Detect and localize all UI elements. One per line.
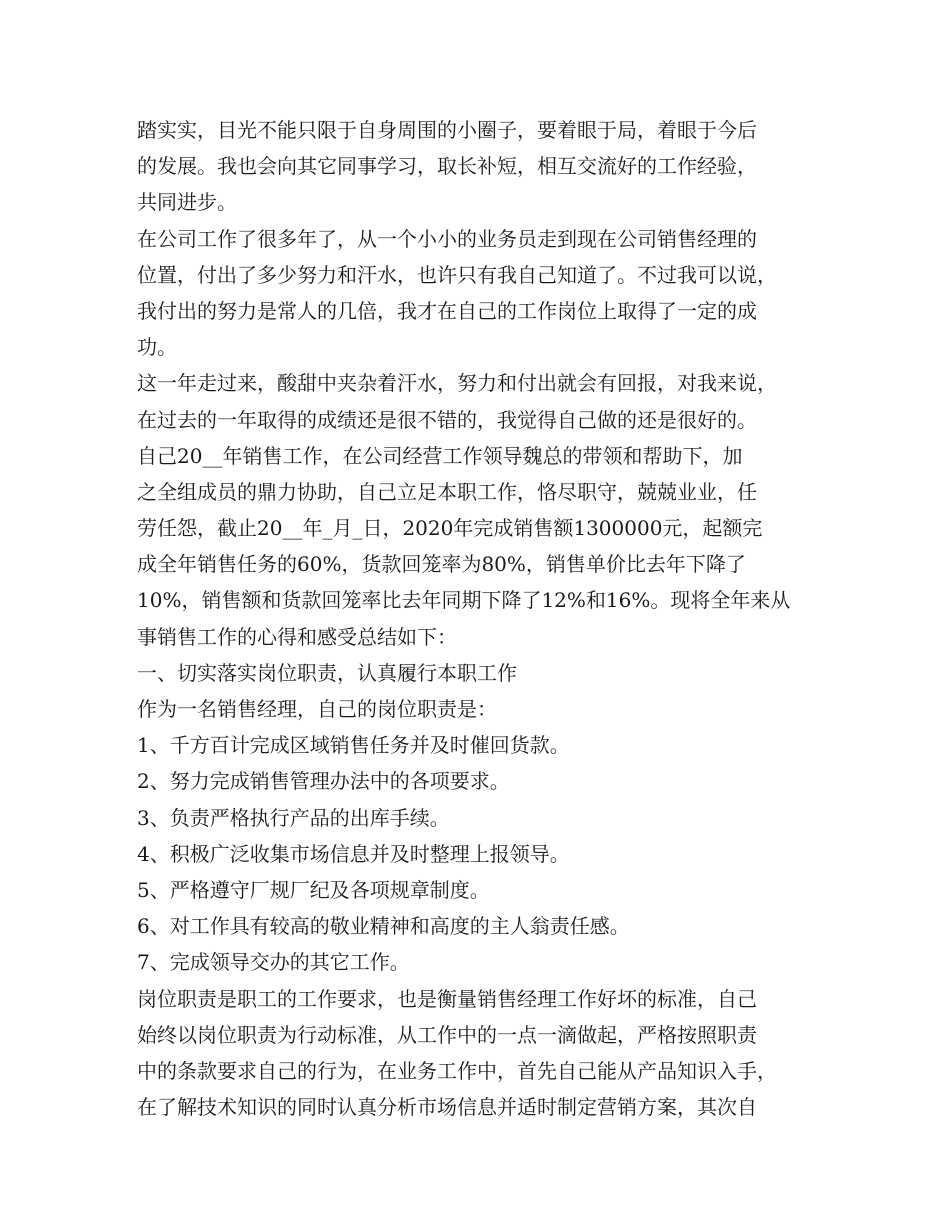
text-line: 一、切实落实岗位职责，认真履行本职工作	[137, 660, 517, 685]
text-line: 成全年销售任务的60%，货款回笼率为80%，销售单价比去年下降了	[137, 552, 746, 577]
text-line: 之全组成员的鼎力协助，自己立足本职工作，恪尽职守，兢兢业业，任	[137, 479, 757, 504]
text-line: 始终以岗位职责为行动标准，从工作中的一点一滴做起，严格按照职责	[137, 1022, 757, 1047]
text-line: 的发展。我也会向其它同事学习，取长补短，相互交流好的工作经验，	[137, 154, 757, 179]
text-line: 事销售工作的心得和感受总结如下：	[137, 624, 457, 649]
text-line: 共同进步。	[137, 190, 237, 215]
text-line: 这一年走过来，酸甜中夹杂着汗水，努力和付出就会有回报，对我来说，	[137, 371, 777, 396]
text-line: 在过去的一年取得的成绩还是很不错的，我觉得自己做的还是很好的。	[137, 407, 757, 432]
text-line: 4、积极广泛收集市场信息并及时整理上报领导。	[137, 841, 570, 866]
text-line: 1、千方百计完成区域销售任务并及时催回货款。	[137, 733, 570, 758]
text-line: 我付出的努力是常人的几倍，我才在自己的工作岗位上取得了一定的成	[137, 298, 757, 323]
text-line: 5、严格遵守厂规厂纪及各项规章制度。	[137, 877, 490, 902]
text-line: 自己20__年销售工作，在公司经营工作领导魏总的带领和帮助下，加	[137, 443, 743, 468]
text-line: 作为一名销售经理，自己的岗位职责是：	[137, 697, 497, 721]
document-body	[137, 112, 837, 1125]
text-line: 3、负责严格执行产品的出库手续。	[137, 805, 450, 830]
text-line: 功。	[137, 335, 177, 360]
text-line: 6、对工作具有较高的敬业精神和高度的主人翁责任感。	[137, 914, 630, 939]
text-line: 在公司工作了很多年了，从一个小小的业务员走到现在公司销售经理的	[137, 226, 757, 251]
text-line: 踏实实，目光不能只限于自身周围的小圈子，要着眼于局，着眼于今后	[137, 118, 757, 142]
text-line: 10%，销售额和货款回笼率比去年同期下降了12%和16%。现将全年来从	[137, 588, 791, 613]
text-line: 岗位职责是职工的工作要求，也是衡量销售经理工作好坏的标准，自己	[137, 986, 757, 1011]
text-line: 在了解技术知识的同时认真分析市场信息并适时制定营销方案，其次自	[137, 1095, 757, 1120]
text-line: 2、努力完成销售管理办法中的各项要求。	[137, 769, 510, 794]
text-line: 中的条款要求自己的行为，在业务工作中，首先自己能从产品知识入手，	[137, 1058, 777, 1083]
text-line: 位置，付出了多少努力和汗水，也许只有我自己知道了。不过我可以说，	[137, 262, 777, 287]
text-line: 7、完成领导交办的其它工作。	[137, 950, 410, 975]
text-line: 劳任怨，截止20__年_月_日，2020年完成销售额1300000元，起额完	[137, 516, 763, 541]
